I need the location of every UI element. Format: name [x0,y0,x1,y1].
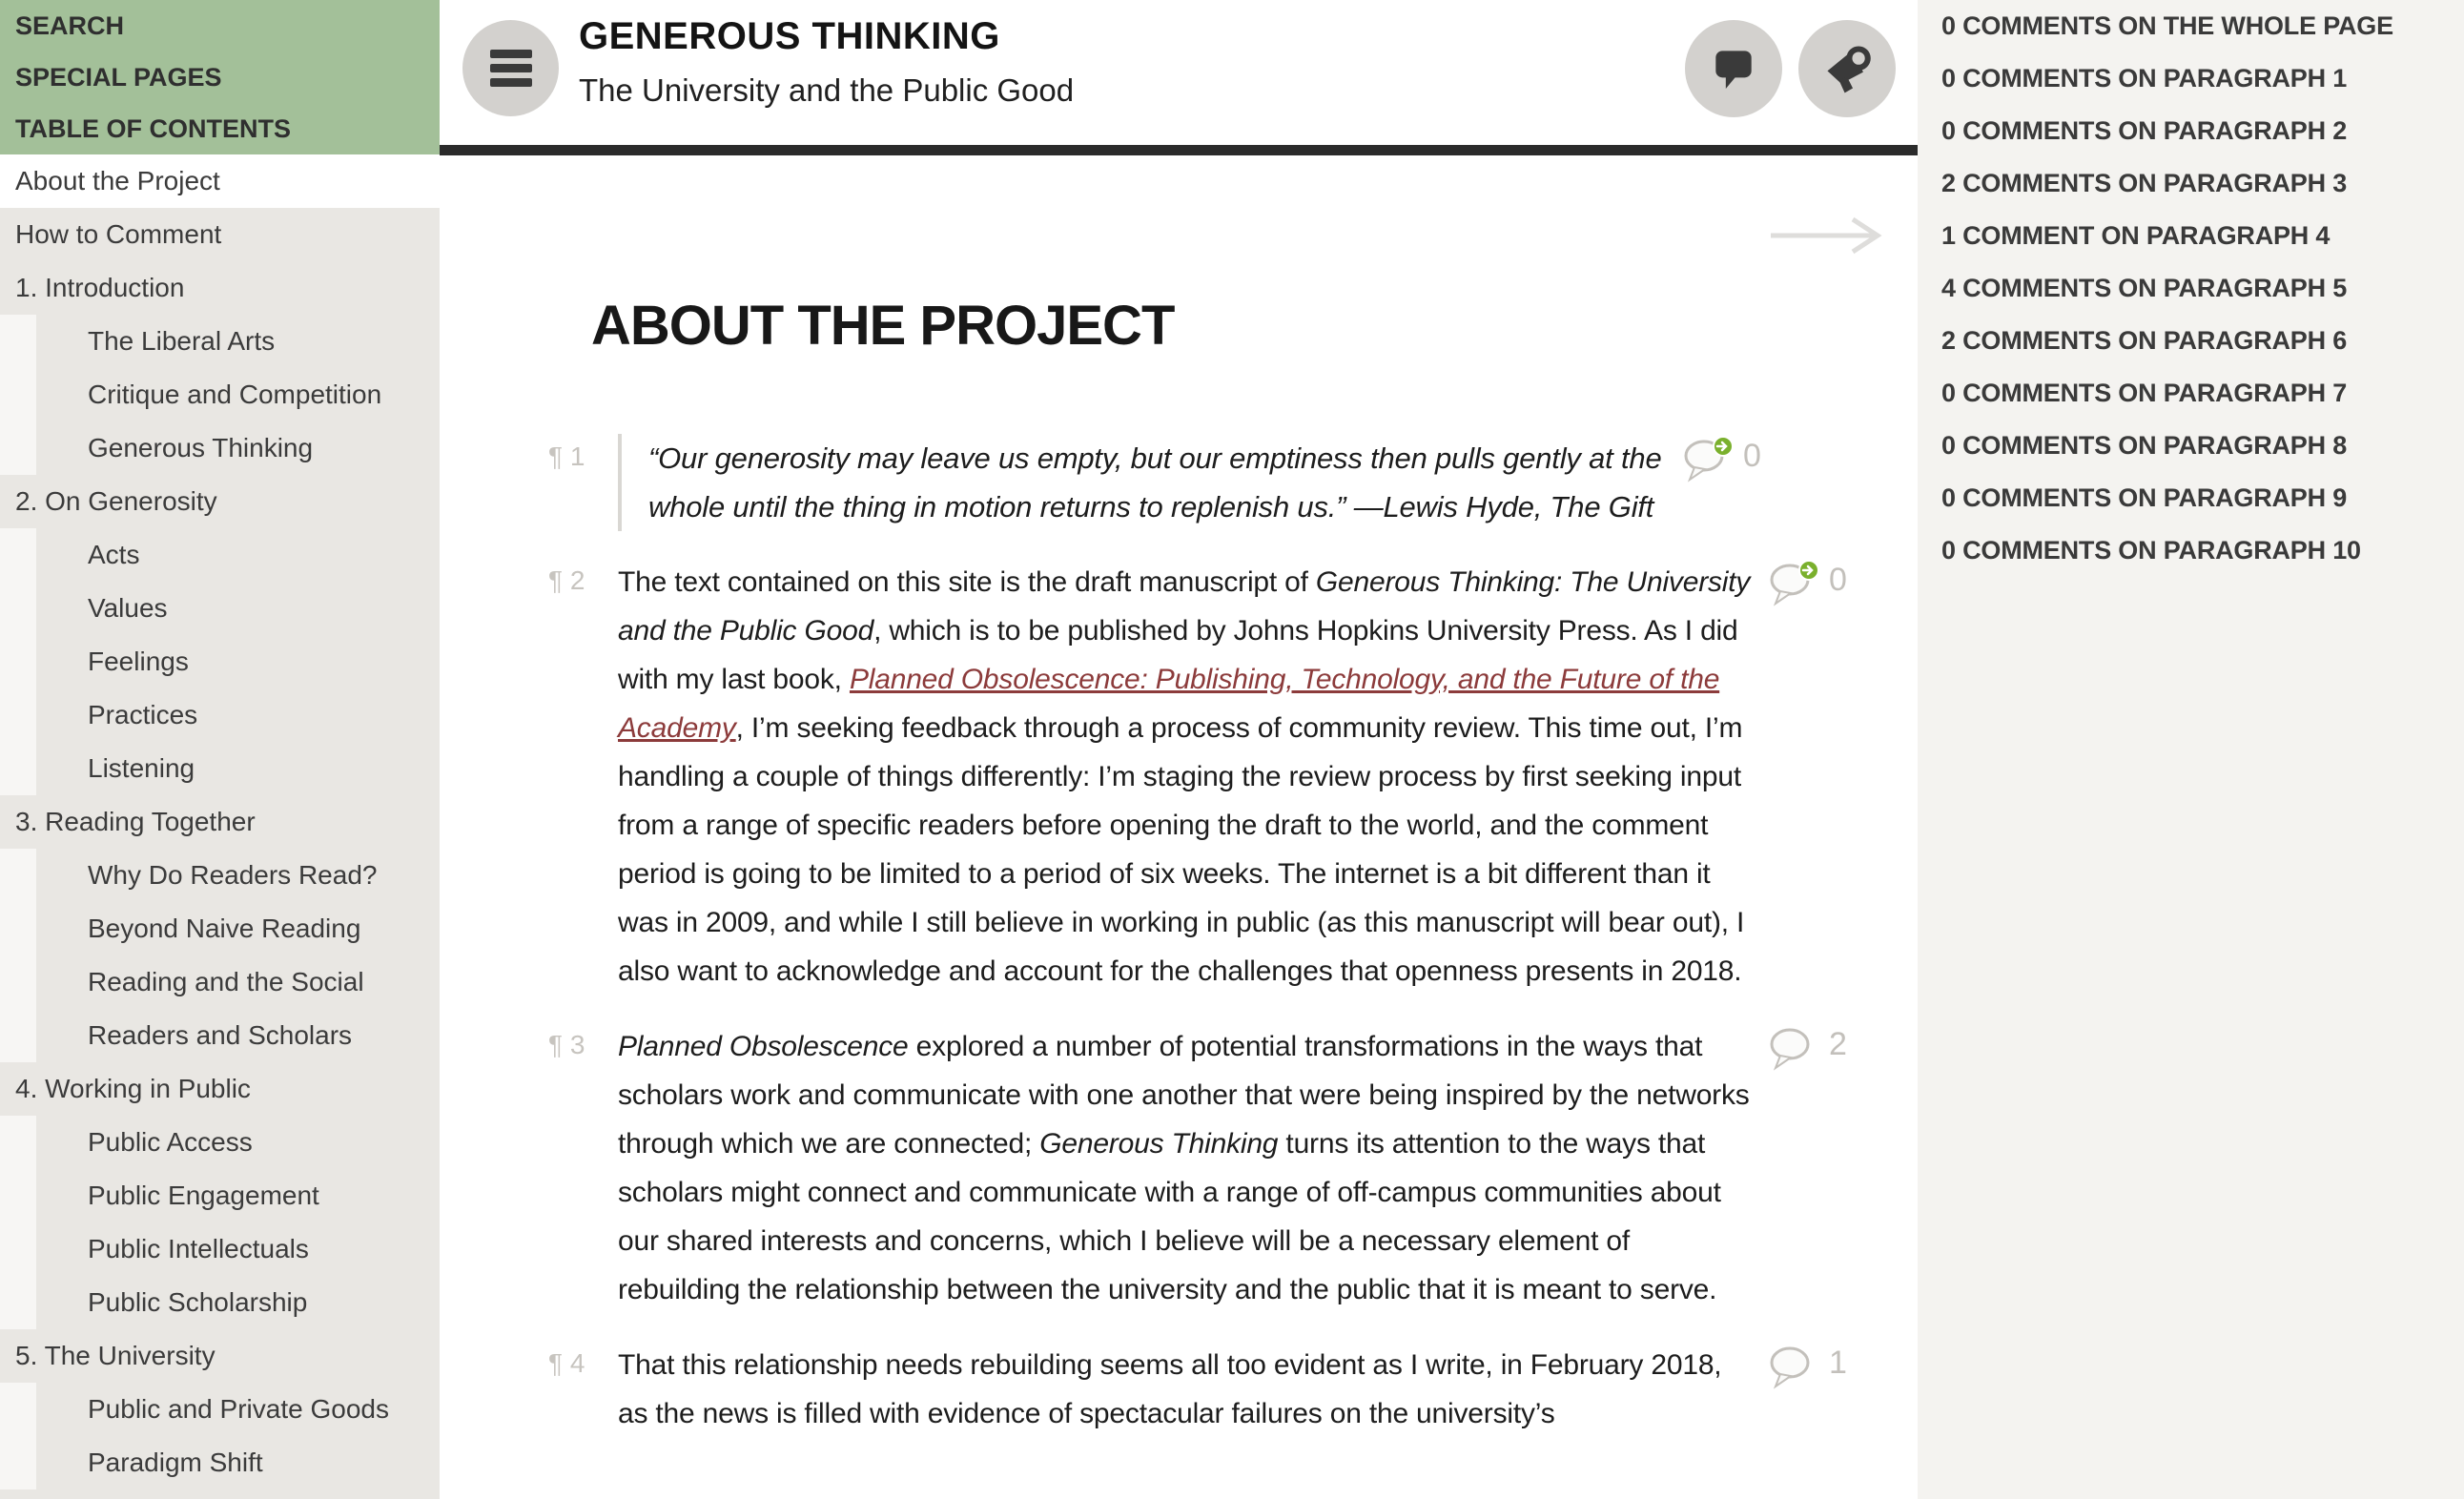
comment-summary-item[interactable]: 2 COMMENTS ON PARAGRAPH 6 [1941,326,2348,355]
sidebar-item-public-and-private-goods[interactable] [0,1383,440,1436]
sidebar-item-label: 2. On Generosity [15,486,217,516]
sidebar-item-why-do-readers-read[interactable] [0,849,440,902]
sidebar-section-headers [0,0,440,154]
site-subtitle: The University and the Public Good [579,72,1075,108]
comment-summary-item[interactable]: 2 COMMENTS ON PARAGRAPH 3 [1941,169,2348,197]
sidebar-item-3-reading-together[interactable] [0,795,440,849]
comment-bubble-icon[interactable] [1768,1343,1821,1392]
paragraph-comment-control [1768,1341,1847,1392]
italic-text-run: Generous Thinking [1039,1128,1279,1160]
add-comment-bubble-icon[interactable] [1682,436,1735,485]
sidebar-item-label: 5. The University [15,1341,216,1370]
paragraph-marker[interactable]: ¶ 4 [548,1348,585,1378]
paragraph-row-1 [548,434,1918,531]
sidebar-item-about-the-project[interactable] [0,154,440,208]
paragraph-comment-control [1768,558,1847,609]
sidebar-item-label: Public Access [88,1127,253,1157]
paragraph-list [440,434,1918,1438]
sidebar-item-label: Public Intellectuals [88,1234,309,1263]
sidebar-item-label: Practices [88,700,198,729]
arrow-right-icon [1769,216,1895,255]
text-run: The text contained on this site is the draft manuscript of [618,566,1316,598]
sidebar-item-the-liberal-arts[interactable] [0,315,440,368]
table-of-contents-sidebar [0,0,440,1499]
sidebar-item-label: About the Project [15,166,220,195]
sidebar-item-public-engagement[interactable] [0,1169,440,1222]
comment-summary-item[interactable]: 0 COMMENTS ON PARAGRAPH 1 [1941,64,2348,92]
sidebar-toc-list [0,154,440,1489]
comments-toggle-button[interactable] [1685,20,1782,117]
comment-summary-item[interactable]: 0 COMMENTS ON PARAGRAPH 2 [1941,116,2348,145]
sidebar-item-label: The Liberal Arts [88,326,276,356]
comment-count: 0 [1829,562,1847,598]
comment-count: 0 [1743,438,1761,474]
text-run: That this relationship needs rebuilding seems all too evident as I write, in February 2018, as the news is filled with evidence of spectacular failures on the university’s [618,1349,1722,1429]
paragraph-text [618,558,1753,996]
announcements-button[interactable] [1798,20,1896,117]
comment-count: 1 [1829,1345,1847,1381]
sidebar-item-how-to-comment[interactable] [0,208,440,261]
sidebar-item-label: Generous Thinking [88,433,314,462]
paragraph-marker[interactable]: ¶ 2 [548,565,585,595]
sidebar-item-4-working-in-public[interactable] [0,1062,440,1116]
inline-link[interactable]: Planned Obsolescence: Publishing, Technology, and the Future of the Academy [618,664,1720,744]
megaphone-icon [1819,41,1875,96]
paragraph-text [618,1341,1753,1438]
sidebar-item-label: 3. Reading Together [15,807,256,836]
add-comment-bubble-icon[interactable] [1768,560,1821,609]
comment-summary-item[interactable]: 0 COMMENTS ON PARAGRAPH 9 [1941,483,2348,512]
article-pane [440,155,1918,1499]
comment-summary-item[interactable]: 1 COMMENT ON PARAGRAPH 4 [1941,221,2331,250]
comment-summary-item[interactable]: 0 COMMENTS ON PARAGRAPH 7 [1941,379,2348,407]
text-run: explored a number of potential transformations in the ways that scholars work and communicate with one another that were being inspired by the networks through which we are connected; [618,1031,1750,1160]
text-run: turns its attention to the ways that scholars might connect and communicate with a range of off-campus communities about our shared interests and concerns, which I believe will be a necessary element of rebuilding the relationship between the university and the public that it is meant to serve. [618,1128,1721,1305]
sidebar-item-acts[interactable] [0,528,440,582]
comment-count: 2 [1829,1026,1847,1062]
sidebar-item-label: Public Engagement [88,1181,319,1210]
sidebar-item-label: Critique and Competition [88,380,382,409]
sidebar-item-label: Acts [88,540,140,569]
paragraph-comment-control [1682,434,1761,485]
comment-bubble-icon[interactable] [1768,1024,1821,1074]
sidebar-item-listening[interactable] [0,742,440,795]
sidebar-section-search[interactable]: SEARCH [0,0,440,51]
comment-summary-item[interactable]: 4 COMMENTS ON PARAGRAPH 5 [1941,274,2348,302]
paragraph-marker[interactable]: ¶ 3 [548,1030,585,1059]
site-title: GENEROUS THINKING [579,15,1000,57]
paragraph-text [618,1022,1753,1314]
sidebar-section-table-of-contents[interactable]: TABLE OF CONTENTS [0,103,440,154]
paragraph-row-3 [548,1022,1918,1314]
text-run: , I’m seeking feedback through a process of community review. This time out, I’m handling a couple of things differently: I’m staging the review process by first seeking input from a range of specific readers before opening the draft to the world, and the comment period is going to be limited to a period of six weeks. The internet is a bit different than it was in 2009, and while I still believe in working in public (as this manuscript will bear out), I also want to acknowledge and account for the challenges that openness presents in 2018. [618,712,1745,987]
sidebar-section-special-pages[interactable]: SPECIAL PAGES [0,51,440,103]
sidebar-item-label: 1. Introduction [15,273,185,302]
paragraph-marker[interactable]: ¶ 1 [548,441,585,471]
next-page-arrow[interactable] [1769,216,1895,259]
sidebar-item-values[interactable] [0,582,440,635]
menu-icon [490,78,532,87]
paragraph-blockquote [618,434,1667,531]
sidebar-item-readers-and-scholars[interactable] [0,1009,440,1062]
sidebar-item-label: Public and Private Goods [88,1394,389,1424]
comments-summary-list [1918,0,2464,577]
sidebar-item-label: Feelings [88,647,189,676]
sidebar-item-label: Reading and the Social [88,967,364,996]
sidebar-item-5-the-university[interactable] [0,1329,440,1383]
sidebar-item-label: Public Scholarship [88,1287,308,1317]
comments-summary-panel [1918,0,2464,1499]
sidebar-item-public-access[interactable] [0,1116,440,1169]
menu-button[interactable] [462,20,559,116]
sidebar-item-beyond-naive-reading[interactable] [0,902,440,955]
comment-summary-item[interactable]: 0 COMMENTS ON PARAGRAPH 8 [1941,431,2348,460]
sidebar-item-label: Why Do Readers Read? [88,860,378,890]
sidebar-item-label: Readers and Scholars [88,1020,353,1050]
sidebar-item-reading-and-the-social[interactable] [0,955,440,1009]
menu-icon [490,64,532,72]
comment-summary-item[interactable]: 0 COMMENTS ON PARAGRAPH 10 [1941,536,2361,565]
sidebar-item-public-scholarship[interactable] [0,1276,440,1329]
sidebar-item-critique-and-competition[interactable] [0,368,440,421]
speech-bubble-icon [1707,42,1760,95]
paragraph-row-2 [548,558,1918,996]
menu-icon [490,50,532,58]
header-divider-bar [440,145,1918,155]
italic-text-run: Planned Obsolescence [618,1031,909,1062]
sidebar-item-label: Values [88,593,168,623]
italic-text-run: Generous Thinking: The University and the Public Good [618,566,1751,647]
comment-summary-item[interactable]: 0 COMMENTS ON THE WHOLE PAGE [1941,11,2393,40]
italic-text-run: “Our generosity may leave us empty, but our emptiness then pulls gently at the whole until the thing in motion returns to replenish us.” —Lewis Hyde, The Gift [648,441,1662,524]
sidebar-item-practices[interactable] [0,688,440,742]
sidebar-item-label: Beyond Naive Reading [88,914,361,943]
sidebar-item-label: Paradigm Shift [88,1448,263,1477]
sidebar-item-2-on-generosity[interactable] [0,475,440,528]
sidebar-item-label: How to Comment [15,219,222,249]
text-run: , which is to be published by Johns Hopkins University Press. As I did with my last book, [618,615,1738,695]
sidebar-item-generous-thinking[interactable] [0,421,440,475]
sidebar-item-label: Listening [88,753,195,783]
paragraph-comment-control [1768,1022,1847,1074]
paragraph-row-4 [548,1341,1918,1438]
sidebar-item-1-introduction[interactable] [0,261,440,315]
site-header [440,0,1918,155]
page-title: ABOUT THE PROJECT [591,295,1175,357]
sidebar-item-paradigm-shift[interactable] [0,1436,440,1489]
sidebar-item-public-intellectuals[interactable] [0,1222,440,1276]
sidebar-item-label: 4. Working in Public [15,1074,251,1103]
sidebar-item-feelings[interactable] [0,635,440,688]
